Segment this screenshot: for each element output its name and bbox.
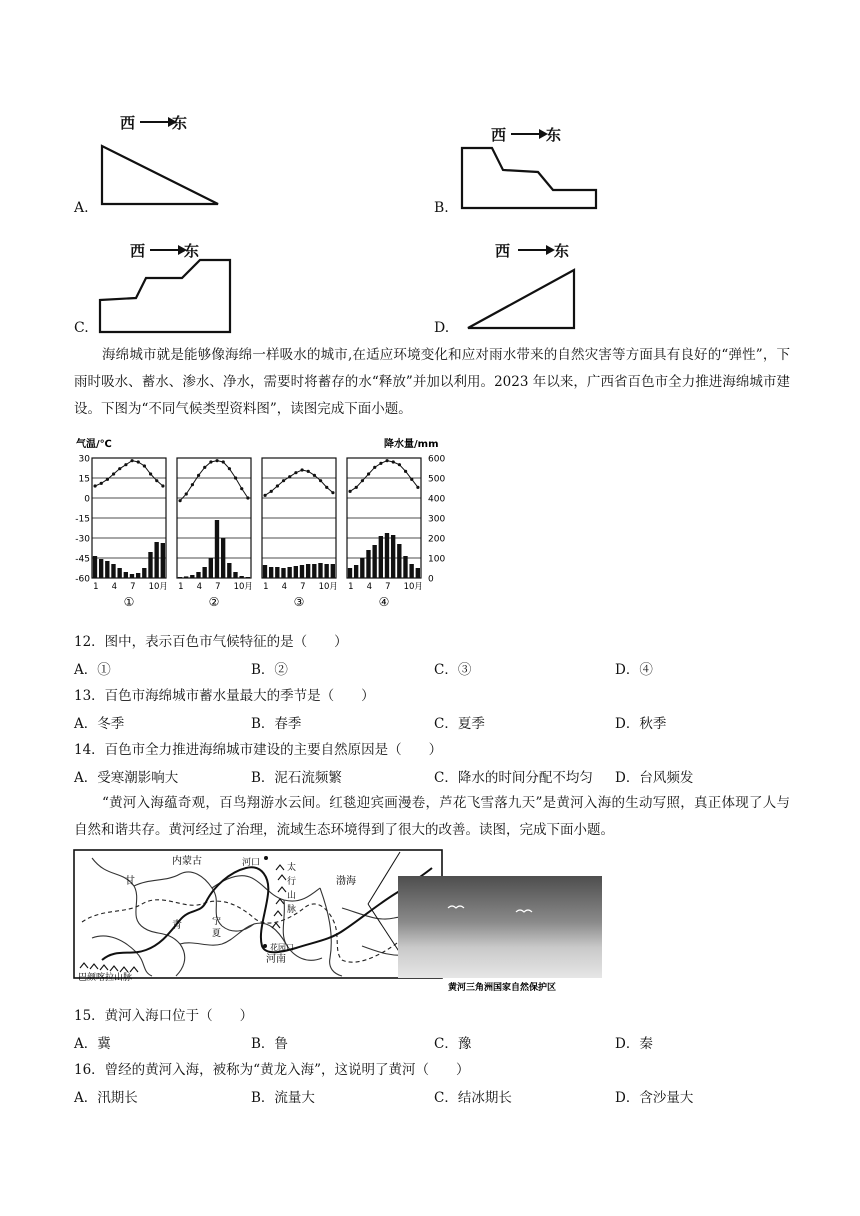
precip-bar: [324, 564, 328, 578]
panel-label: ②: [208, 595, 220, 609]
label-bohai: 渤海: [336, 876, 356, 887]
temperature-point: [404, 470, 407, 473]
question-12: 12．图中，表示百色市气候特征的是（ ）: [74, 634, 348, 650]
temperature-point: [282, 479, 285, 482]
label-ningxia-1: 宁: [212, 917, 222, 927]
direction-east-label: 东: [184, 242, 200, 260]
precip-bar: [416, 568, 420, 578]
q13-option-b[interactable]: B．春季: [251, 716, 302, 732]
q13-option-c[interactable]: C．夏季: [434, 716, 485, 732]
precip-bar: [196, 572, 200, 578]
q14-option-b[interactable]: B．泥石流频繁: [251, 770, 342, 786]
temperature-point: [228, 467, 231, 470]
precip-bar: [287, 567, 291, 578]
q15-option-a[interactable]: A．冀: [74, 1036, 111, 1052]
precip-bar: [300, 565, 304, 578]
temperature-point: [240, 487, 243, 490]
month-tick-label: 10月: [403, 582, 423, 592]
temperature-point: [373, 466, 376, 469]
precip-bar: [105, 561, 109, 578]
q12-option-a[interactable]: A．①: [74, 662, 111, 678]
month-tick-label: 1: [178, 582, 184, 592]
q13-option-a[interactable]: A．冬季: [74, 716, 125, 732]
temp-tick-label: 15: [78, 474, 90, 485]
temperature-point: [263, 494, 266, 497]
precip-bar: [354, 565, 358, 578]
direction-east-label: 东: [554, 242, 570, 260]
temperature-point: [112, 472, 115, 475]
temperature-point: [197, 474, 200, 477]
temperature-point: [331, 491, 334, 494]
temperature-point: [222, 460, 225, 463]
direction-west-label: 西: [491, 126, 507, 144]
temperature-point: [106, 478, 109, 481]
q16-option-d[interactable]: D．含沙量大: [615, 1090, 694, 1106]
question-13: 13．百色市海绵城市蓄水量最大的季节是（ ）: [74, 688, 375, 704]
precip-bar: [239, 576, 243, 578]
precip-bar: [379, 536, 383, 578]
temp-tick-label: -15: [75, 514, 90, 525]
precip-bar: [348, 568, 352, 578]
temperature-point: [361, 479, 364, 482]
temperature-point: [367, 472, 370, 475]
precip-bar: [233, 572, 237, 578]
month-tick-label: 7: [385, 582, 391, 592]
label-qing: 青: [172, 920, 182, 931]
label-bayankala: 巴颜喀拉山脉: [78, 973, 133, 983]
precip-axis-label: 降水量/mm: [384, 439, 439, 450]
month-tick-label: 4: [196, 582, 203, 592]
precip-bar: [117, 568, 121, 578]
precip-bar: [366, 550, 370, 578]
terrain-profile-b: [458, 142, 603, 214]
precip-bar: [184, 576, 188, 578]
option-letter: B.: [434, 200, 449, 216]
direction-east-label: 东: [546, 126, 562, 144]
month-tick-label: 4: [366, 582, 373, 592]
arrow-right-icon: [516, 240, 556, 260]
precip-bar: [93, 556, 97, 578]
temp-tick-label: -60: [75, 574, 90, 585]
temperature-point: [313, 474, 316, 477]
temperature-point: [137, 460, 140, 463]
q14-option-a[interactable]: A．受寒潮影响大: [74, 770, 179, 786]
temperature-point: [149, 472, 152, 475]
panel-label: ③: [293, 595, 305, 609]
precip-bar: [409, 564, 413, 578]
precip-bar: [178, 577, 182, 578]
temperature-point: [294, 471, 297, 474]
temperature-point: [191, 483, 194, 486]
label-ningxia-2: 夏: [212, 929, 222, 939]
temperature-point: [118, 467, 121, 470]
precip-bar: [269, 567, 273, 578]
precip-bar: [124, 572, 128, 578]
month-tick-label: 1: [93, 582, 99, 592]
q12-option-c[interactable]: C．③: [434, 662, 472, 678]
precip-bar: [385, 533, 389, 578]
option-letter: A.: [74, 200, 89, 216]
terrain-profile-d: [462, 266, 582, 332]
temperature-point: [410, 478, 413, 481]
question-14: 14．百色市全力推进海绵城市建设的主要自然原因是（ ）: [74, 742, 443, 758]
precip-bar: [372, 545, 376, 578]
temperature-point: [276, 484, 279, 487]
direction-west-label: 西: [120, 114, 136, 132]
precip-bar: [227, 563, 231, 578]
temperature-point: [319, 479, 322, 482]
panel-label: ④: [378, 595, 390, 609]
q14-option-d[interactable]: D．台风频发: [615, 770, 694, 786]
precip-tick-label: 0: [428, 574, 434, 585]
q14-option-c[interactable]: C．降水的时间分配不均匀: [434, 770, 593, 786]
temp-tick-label: -45: [75, 554, 90, 565]
precip-bar: [275, 567, 279, 578]
label-taihang-2: 行: [287, 877, 297, 887]
precip-bar: [403, 556, 407, 578]
temp-tick-label: 30: [78, 454, 90, 465]
month-tick-label: 7: [300, 582, 306, 592]
label-taihang-3: 山: [287, 891, 297, 901]
temperature-point: [234, 476, 237, 479]
precip-bar: [263, 565, 267, 578]
temperature-point: [392, 460, 395, 463]
climate-panel-2: [177, 458, 253, 609]
q16-option-a[interactable]: A．汛期长: [74, 1090, 138, 1106]
direction-east-label: 东: [172, 114, 188, 132]
photo-caption: 黄河三角洲国家自然保护区: [448, 983, 557, 993]
temperature-point: [215, 459, 218, 462]
temperature-point: [143, 464, 146, 467]
label-huayuankou: 花园口: [270, 943, 294, 952]
temp-tick-label: 0: [84, 494, 90, 505]
precip-bar: [148, 552, 152, 578]
temperature-point: [124, 463, 127, 466]
temperature-point: [161, 484, 164, 487]
direction-west-label: 西: [130, 242, 146, 260]
climate-panel-4: [347, 458, 423, 609]
precip-bar: [312, 564, 316, 578]
precip-bar: [202, 567, 206, 578]
month-tick-label: 7: [215, 582, 221, 592]
precip-bar: [136, 573, 140, 578]
month-tick-label: 10月: [148, 582, 168, 592]
precip-bar: [331, 564, 335, 578]
precip-bar: [360, 558, 364, 578]
label-hekou: 河口: [242, 858, 261, 868]
precip-bar: [397, 544, 401, 578]
q15-option-d[interactable]: D．秦: [615, 1036, 653, 1052]
temp-tick-label: -30: [75, 534, 90, 545]
temperature-point: [379, 462, 382, 465]
question-16: 16．曾经的黄河入海，被称为“黄龙入海”，这说明了黄河（ ）: [74, 1062, 470, 1078]
temperature-point: [300, 468, 303, 471]
precip-tick-label: 400: [428, 494, 446, 505]
precip-bar: [281, 568, 285, 578]
precip-bar: [130, 574, 134, 578]
precip-bar: [391, 535, 395, 578]
q12-option-d[interactable]: D．④: [615, 662, 653, 678]
temperature-point: [246, 496, 249, 499]
temperature-point: [325, 486, 328, 489]
precip-bar: [215, 520, 219, 578]
temp-axis-label: 气温/℃: [76, 439, 112, 450]
label-gan: 甘: [125, 876, 135, 887]
precip-bar: [221, 538, 225, 578]
label-taihang-1: 太: [287, 863, 297, 873]
climate-panel-3: [262, 458, 338, 609]
precip-bar: [294, 566, 298, 578]
precip-bar: [190, 575, 194, 578]
month-tick-label: 1: [348, 582, 354, 592]
temperature-point: [203, 466, 206, 469]
label-taihang-4: 脉: [287, 905, 297, 915]
climate-panel-1: [92, 458, 168, 609]
direction-west-label: 西: [495, 242, 511, 260]
panel-label: ①: [123, 595, 135, 609]
temperature-point: [93, 484, 96, 487]
temperature-point: [416, 486, 419, 489]
precip-bar: [246, 577, 250, 578]
temperature-point: [130, 459, 133, 462]
q12-option-b[interactable]: B．②: [251, 662, 288, 678]
q15-option-b[interactable]: B．鲁: [251, 1036, 288, 1052]
yellow-river-map: [72, 848, 612, 996]
temperature-point: [100, 482, 103, 485]
temperature-point: [288, 475, 291, 478]
precip-bar: [111, 564, 115, 578]
temperature-point: [307, 470, 310, 473]
q16-option-b[interactable]: B．流量大: [251, 1090, 315, 1106]
option-letter: C.: [74, 320, 89, 336]
climate-type-chart: [70, 432, 450, 616]
terrain-profile-a: [96, 140, 226, 210]
precip-bar: [142, 568, 146, 578]
option-letter: D.: [434, 320, 450, 336]
yellow-river-intro: “黄河入海蕴奇观，百鸟翔游水云间。红毯迎宾画漫卷，芦花飞雪落九天”是黄河入海的生动写照，真正体现了人与自然和谐共存。黄河经过了治理，流域生态环境得到了很大的改善。读图，完成下面小题。: [74, 795, 790, 838]
month-tick-label: 1: [263, 582, 269, 592]
month-tick-label: 4: [281, 582, 288, 592]
precip-tick-label: 500: [428, 474, 446, 485]
precip-bar: [161, 543, 165, 578]
q16-option-c[interactable]: C．结冰期长: [434, 1090, 512, 1106]
question-15: 15．黄河入海口位于（ ）: [74, 1008, 254, 1024]
label-henan: 河南: [266, 954, 286, 965]
precip-bar: [99, 559, 103, 578]
arrow-right-icon: [509, 124, 549, 144]
temperature-point: [355, 486, 358, 489]
temperature-point: [385, 459, 388, 462]
month-tick-label: 10月: [318, 582, 338, 592]
terrain-profile-c: [94, 256, 236, 336]
precip-bar: [318, 563, 322, 578]
label-neimenggu: 内蒙古: [172, 856, 202, 867]
temperature-point: [185, 492, 188, 495]
precip-bar: [306, 564, 310, 578]
month-tick-label: 4: [111, 582, 118, 592]
month-tick-label: 10月: [233, 582, 253, 592]
q15-option-c[interactable]: C．豫: [434, 1036, 472, 1052]
nature-reserve-photo: [398, 876, 602, 978]
temperature-point: [155, 479, 158, 482]
precip-bar: [209, 558, 213, 578]
temperature-point: [209, 460, 212, 463]
precip-tick-label: 600: [428, 454, 446, 465]
temperature-point: [178, 499, 181, 502]
q13-option-d[interactable]: D．秋季: [615, 716, 667, 732]
sponge-city-intro: 海绵城市就是能够像海绵一样吸水的城市,在适应环境变化和应对雨水带来的自然灾害等方面具有良好的“弹性”，下雨时吸水、蓄水、渗水、净水，需要时将蓄存的水“释放”并加以利用。2023 年以来，广西省百色市全力推进海绵城市建设。下图为“不同气候类型资料图”，读图完成下面小题。: [74, 347, 790, 417]
precip-bar: [154, 542, 158, 578]
month-tick-label: 7: [130, 582, 136, 592]
temperature-point: [398, 463, 401, 466]
precip-tick-label: 200: [428, 534, 446, 545]
temperature-point: [270, 490, 273, 493]
precip-tick-label: 300: [428, 514, 446, 525]
precip-tick-label: 100: [428, 554, 446, 565]
temperature-point: [348, 490, 351, 493]
